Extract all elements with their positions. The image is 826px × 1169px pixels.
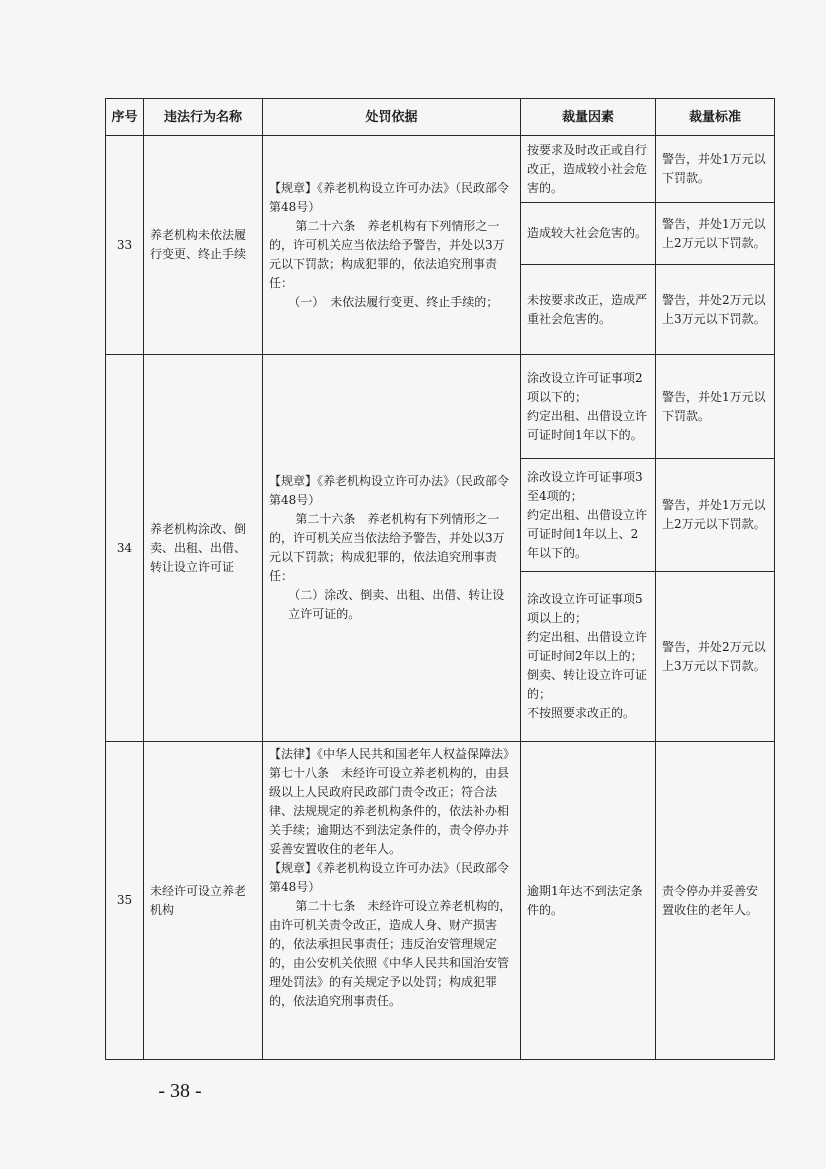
basis-source: 【规章】《养老机构设立许可办法》（民政部令第48号） xyxy=(269,474,510,507)
discretion-standard: 警告，并处1万元以下罚款。 xyxy=(656,136,775,203)
factor-line: 约定出租、出借设立许可证时间2年以上的； xyxy=(527,630,648,663)
discretion-standard: 警告，并处2万元以上3万元以下罚款。 xyxy=(656,572,775,742)
table-row xyxy=(106,136,775,203)
basis-source: 【规章】《养老机构设立许可办法》（民政部令第48号） xyxy=(269,861,510,894)
discretion-standard: 责令停办并妥善安置收住的老年人。 xyxy=(656,742,775,1060)
discretion-factor: 按要求及时改正或自行改正，造成较小社会危害的。 xyxy=(521,136,656,203)
header-factors: 裁量因素 xyxy=(521,99,656,136)
row-number: 34 xyxy=(106,355,144,742)
discretion-standard: 警告，并处1万元以上2万元以下罚款。 xyxy=(656,459,775,572)
discretion-factor xyxy=(521,459,656,572)
discretion-factor xyxy=(521,572,656,742)
basis-article: 第七十八条 未经许可设立养老机构的，由县级以上人民政府民政部门责令改正；符合法律、法规规定的养老机构条件的，依法补办相关手续；逾期达不到法定条件的，责令停办并妥善安置收住的老年人。 xyxy=(269,766,510,856)
discretion-factor xyxy=(521,355,656,459)
basis-source: 【法律】《中华人民共和国老年人权益保障法》 xyxy=(269,747,516,761)
penalty-basis xyxy=(263,355,521,742)
header-standard: 裁量标准 xyxy=(656,99,775,136)
discretion-factor: 未按要求改正，造成严重社会危害的。 xyxy=(521,265,656,355)
basis-clause: （一） 未依法履行变更、终止手续的； xyxy=(288,294,499,309)
factor-line: 涂改设立许可证事项5项以上的； xyxy=(527,592,643,625)
header-violation: 违法行为名称 xyxy=(144,99,263,136)
violation-name: 养老机构未依法履行变更、终止手续 xyxy=(144,136,263,355)
factor-line: 约定出租、出借设立许可证时间1年以上、2年以下的。 xyxy=(527,507,648,560)
factor-line: 倒卖、转让设立许可证的； xyxy=(527,668,648,701)
page-number: - 38 - xyxy=(158,1080,202,1102)
discretion-factor: 造成较大社会危害的。 xyxy=(521,203,656,265)
discretion-standard-table xyxy=(105,98,775,1060)
header-no: 序号 xyxy=(106,99,144,136)
discretion-standard: 警告，并处1万元以下罚款。 xyxy=(656,355,775,459)
basis-article: 第二十七条 未经许可设立养老机构的，由许可机关责令改正，造成人身、财产损害的，依法承担民事责任；违反治安管理规定的，由公安机关依照《中华人民共和国治安管理处罚法》的有关规定予以处罚；构成犯罪的，依法追究刑事责任。 xyxy=(269,899,512,1008)
table-row xyxy=(106,742,775,1060)
factor-line: 约定出租、出借设立许可证时间1年以下的。 xyxy=(527,408,648,442)
table-header-row xyxy=(106,99,775,136)
basis-article: 第二十六条 养老机构有下列情形之一的，许可机关应当依法给予警告，并处以3万元以下罚款；构成犯罪的，依法追究刑事责任： xyxy=(269,512,505,583)
factor-line: 不按照要求改正的。 xyxy=(527,706,636,720)
header-basis: 处罚依据 xyxy=(263,99,521,136)
penalty-basis xyxy=(263,742,521,1060)
discretion-standard: 警告，并处1万元以上2万元以下罚款。 xyxy=(656,203,775,265)
factor-line: 涂改设立许可证事项3至4项的； xyxy=(527,469,643,503)
violation-name: 养老机构涂改、倒卖、出租、出借、转让设立许可证 xyxy=(144,355,263,742)
basis-article: 第二十六条 养老机构有下列情形之一的，许可机关应当依法给予警告，并处以3万元以下罚款；构成犯罪的，依法追究刑事责任： xyxy=(269,218,505,290)
violation-name: 未经许可设立养老机构 xyxy=(144,742,263,1060)
factor-line: 涂改设立许可证事项2项以下的； xyxy=(527,370,643,404)
basis-clause: （二）涂改、倒卖、出租、出借、转让设立许可证的。 xyxy=(288,588,505,621)
penalty-basis xyxy=(263,136,521,355)
discretion-standard: 警告，并处2万元以上3万元以下罚款。 xyxy=(656,265,775,355)
discretion-factor: 逾期1年达不到法定条件的。 xyxy=(521,742,656,1060)
table-row xyxy=(106,355,775,459)
basis-source: 【规章】《养老机构设立许可办法》（民政部令第48号） xyxy=(269,180,510,214)
row-number: 35 xyxy=(106,742,144,1060)
row-number: 33 xyxy=(106,136,144,355)
